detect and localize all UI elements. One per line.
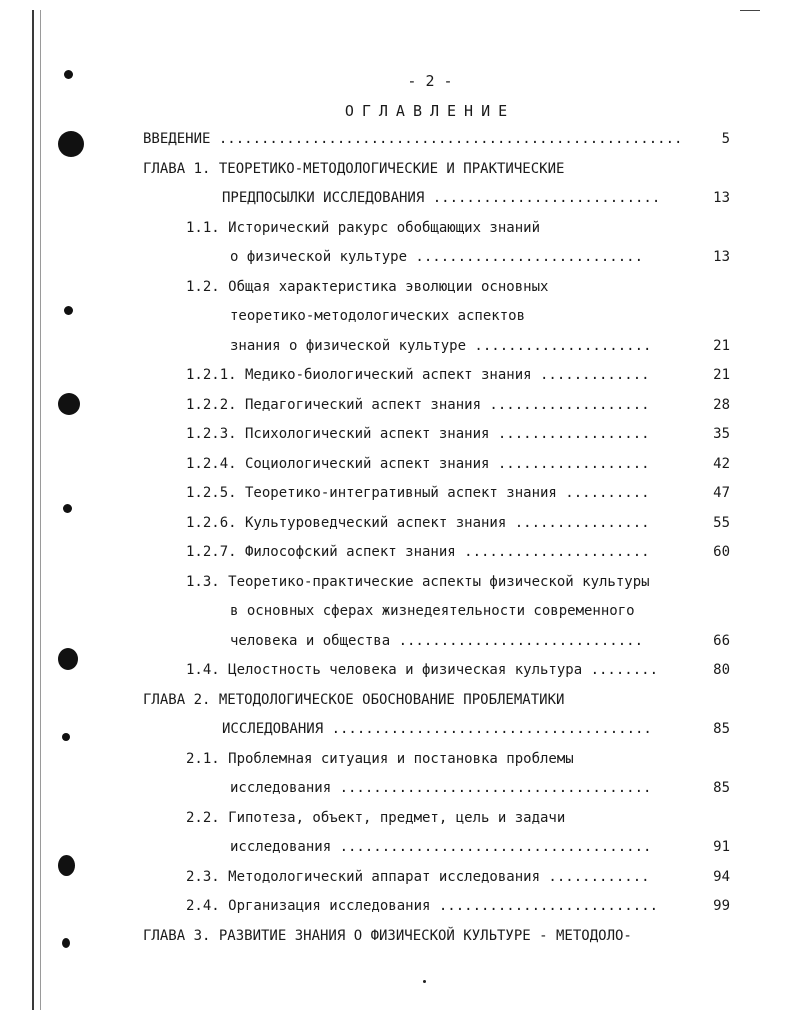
toc-entry-page: 85 [713,780,730,796]
toc-entry [0,892,800,922]
toc-entry-text: 2.2. Гипотеза, объект, предмет, цель и задачи [186,809,566,826]
toc-entry [0,332,800,362]
stray-dot [423,980,426,983]
toc-entry-page: 55 [713,514,730,531]
page-number: - 2 - [407,72,453,90]
toc-entry [0,863,800,893]
toc-entry-page: 60 [713,544,730,560]
toc-entry [0,243,800,273]
toc-entry [0,597,800,627]
table-of-contents [0,125,800,951]
toc-entry-page: 47 [713,485,730,501]
toc-entry-text: о физической культуре ........................... [230,249,644,265]
toc-entry-text: ГЛАВА 2. МЕТОДОЛОГИЧЕСКОЕ ОБОСНОВАНИЕ ПРОБЛЕМАТИКИ [143,691,565,708]
toc-entry [0,509,800,539]
toc-entry-page: 13 [713,249,730,265]
toc-entry-text: ИССЛЕДОВАНИЯ ...................................... [222,721,652,737]
toc-entry-page: 28 [713,396,730,413]
toc-entry-text: 1.3. Теоретико-практические аспекты физической культуры [186,573,650,590]
toc-entry-text: 1.2.6. Культуроведческий аспект знания ................ [186,514,650,531]
toc-entry-text: 1.1. Исторический ракурс обобщающих знаний [186,219,541,236]
toc-entry [0,361,800,391]
toc-entry [0,627,800,657]
toc-entry-text: 1.2.7. Философский аспект знания ...................... [186,544,650,560]
toc-entry [0,184,800,214]
toc-entry-text: ВВЕДЕНИЕ ....................................................... [143,131,683,147]
toc-entry-page: 99 [713,898,730,914]
toc-entry-page: 42 [713,455,730,472]
toc-entry-text: исследования ..................................... [230,780,652,796]
toc-entry-page: 21 [713,367,730,383]
toc-entry [0,420,800,450]
toc-entry-page: 91 [713,839,730,855]
toc-entry [0,922,800,952]
toc-entry [0,479,800,509]
toc-entry [0,745,800,775]
toc-entry-page: 5 [721,131,730,147]
toc-entry-text: ПРЕДПОСЫЛКИ ИССЛЕДОВАНИЯ ........................... [222,190,661,206]
toc-entry-text: 1.2. Общая характеристика эволюции основных [186,278,549,295]
toc-entry [0,686,800,716]
toc-entry [0,568,800,598]
toc-entry-page: 21 [713,337,730,354]
toc-entry-page: 80 [713,662,730,678]
toc-entry-page: 85 [713,721,730,737]
toc-entry-text: 1.2.5. Теоретико-интегративный аспект знания .......... [186,485,650,501]
toc-entry-text: 1.2.3. Психологический аспект знания .................. [186,426,650,442]
toc-entry-text: 1.2.4. Социологический аспект знания .................. [186,455,650,472]
toc-entry-text: 2.4. Организация исследования .......................... [186,898,659,914]
toc-entry [0,656,800,686]
toc-entry [0,450,800,480]
toc-entry [0,155,800,185]
toc-entry-text: 2.1. Проблемная ситуация и постановка проблемы [186,750,574,767]
toc-entry [0,273,800,303]
toc-entry-text: исследования ..................................... [230,839,652,855]
toc-entry-text: 1.4. Целостность человека и физическая культура ........ [186,662,659,678]
toc-entry [0,774,800,804]
toc-entry [0,804,800,834]
toc-entry [0,302,800,332]
toc-entry [0,833,800,863]
toc-title: ОГЛАВЛЕНИЕ [344,102,516,120]
toc-entry [0,538,800,568]
toc-entry-page: 35 [713,426,730,442]
toc-entry-text: ГЛАВА 3. РАЗВИТИЕ ЗНАНИЯ О ФИЗИЧЕСКОЙ КУЛЬТУРЕ - МЕТОДОЛО- [143,927,632,944]
toc-entry [0,715,800,745]
toc-entry [0,125,800,155]
toc-entry [0,391,800,421]
toc-entry-text: ГЛАВА 1. ТЕОРЕТИКО-МЕТОДОЛОГИЧЕСКИЕ И ПРАКТИЧЕСКИЕ [143,160,565,177]
toc-entry-page: 66 [713,632,730,649]
toc-entry-text: 2.3. Методологический аппарат исследования ............ [186,868,650,885]
toc-entry [0,214,800,244]
toc-entry-text: 1.2.1. Медико-биологический аспект знания ............. [186,367,650,383]
toc-entry-page: 13 [713,190,730,206]
toc-entry-text: в основных сферах жизнедеятельности современного [230,603,635,619]
toc-entry-text: знания о физической культуре ..................... [230,337,652,354]
toc-entry-page: 94 [713,868,730,885]
scan-top-mark [740,10,760,11]
toc-entry-text: теоретико-методологических аспектов [230,308,526,324]
toc-entry-text: 1.2.2. Педагогический аспект знания ................... [186,396,650,413]
toc-entry-text: человека и общества ............................. [230,632,644,649]
